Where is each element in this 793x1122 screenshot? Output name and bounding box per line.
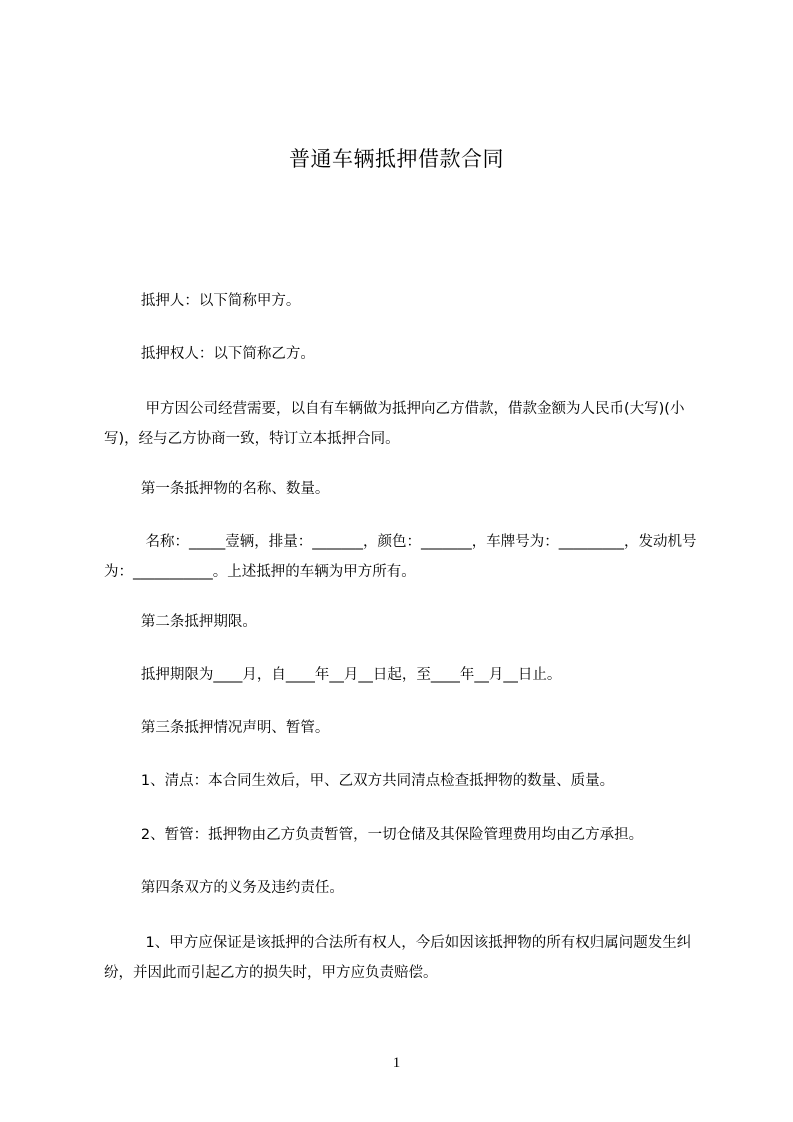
paragraph-pledgor: 抵押人：以下简称甲方。 <box>104 293 301 309</box>
paragraph-custody: 2、暂管：抵押物由乙方负责暂管，一切仓储及其保险管理费用均由乙方承担。 <box>104 827 644 843</box>
document-title: 普通车辆抵押借款合同 <box>289 147 504 171</box>
heading-article-4: 第四条双方的义务及违约责任。 <box>104 880 344 896</box>
paragraph-inventory: 1、清点：本合同生效后，甲、乙双方共同清点检查抵押物的数量、质量。 <box>104 773 615 789</box>
paragraph-pledgee: 抵押权人：以下简称乙方。 <box>104 346 315 362</box>
page-number: 1 <box>392 1055 401 1071</box>
heading-article-3: 第三条抵押情况声明、暂管。 <box>104 720 330 736</box>
paragraph-purpose: 甲方因公司经营需要，以自有车辆做为抵押向乙方借款，借款金额为人民币(大写)(小写)，经与乙方协商一致，特订立本抵押合同。 <box>104 401 685 447</box>
paragraph-term: 抵押期限为____月，自____年__月__日起，至____年__月__日止。 <box>104 667 562 683</box>
paragraph-obligation-1: 1、甲方应保证是该抵押的合法所有权人，今后如因该抵押物的所有权归属问题发生纠纷，并因此而引起乙方的损失时，甲方应负责赔偿。 <box>104 935 692 981</box>
heading-article-2: 第二条抵押期限。 <box>104 614 257 630</box>
paragraph-vehicle-details: 名称：_____壹辆，排量：_______，颜色：_______，车牌号为：_________，发动机号为：___________。上述抵押的车辆为甲方所有。 <box>104 534 697 580</box>
heading-article-1: 第一条抵押物的名称、数量。 <box>104 481 330 497</box>
